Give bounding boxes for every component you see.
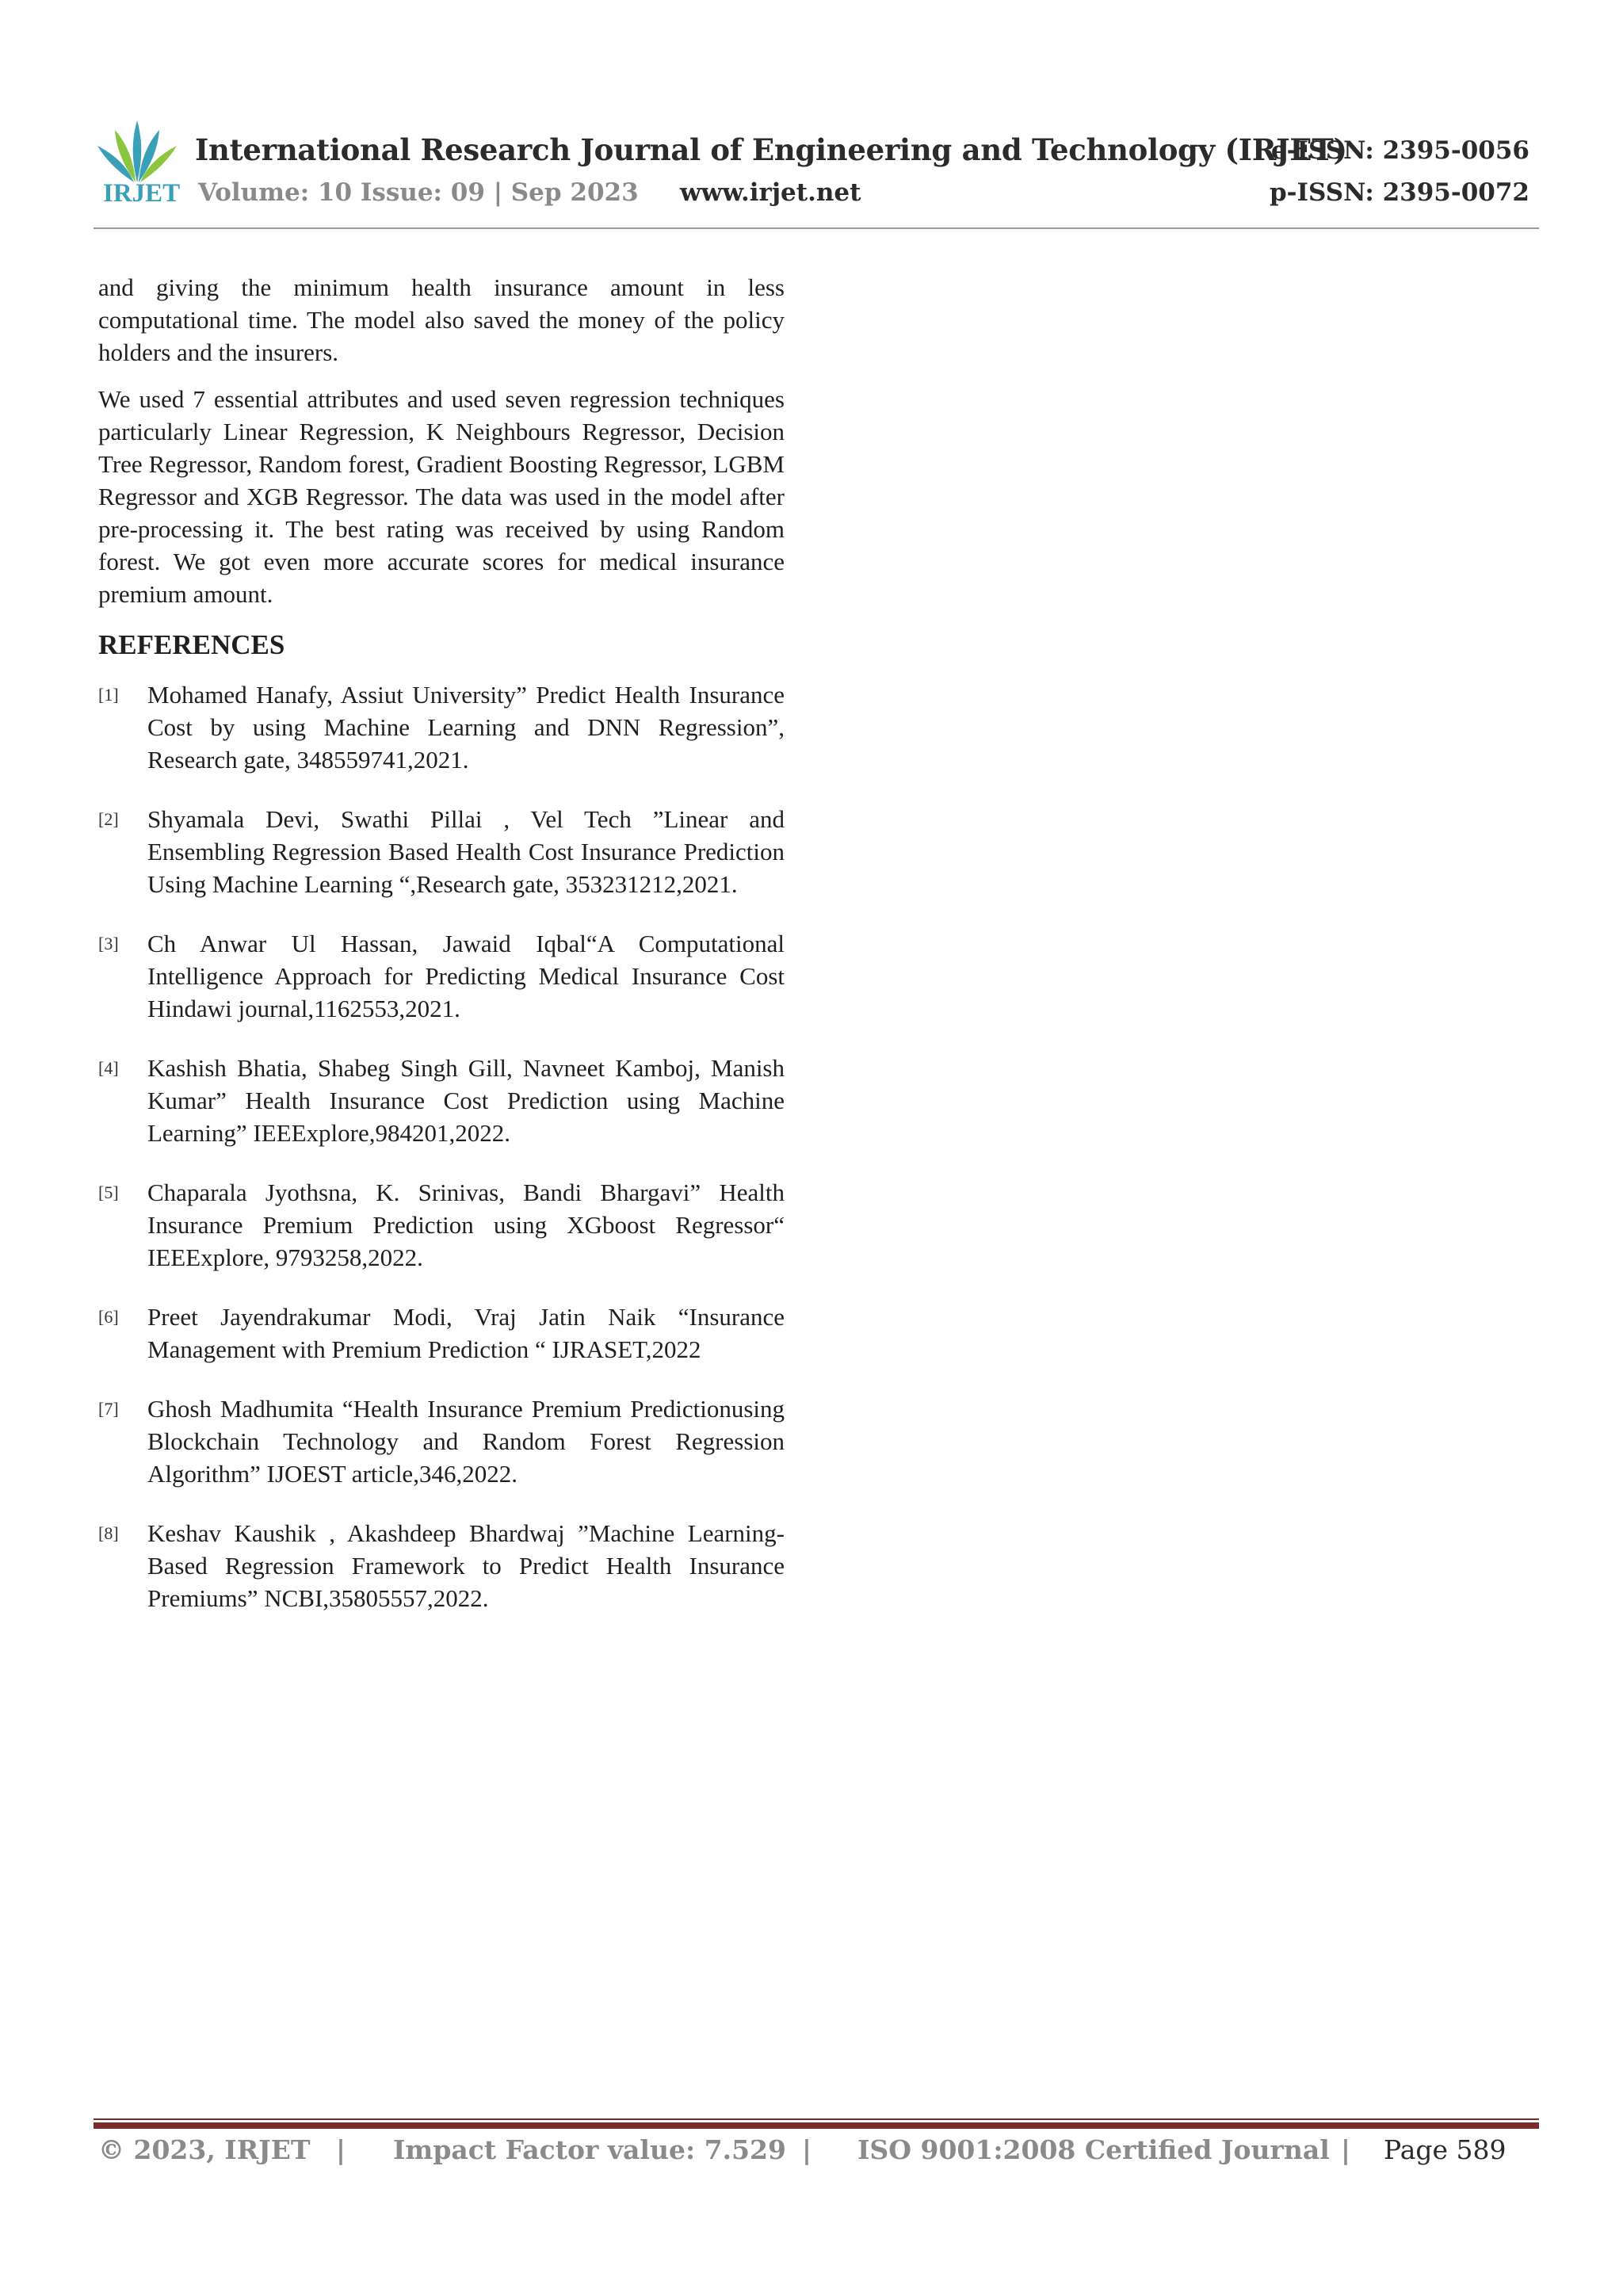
header-divider [94,227,1539,229]
reference-item [98,927,785,1025]
reference-number: [6] [98,1307,119,1327]
reference-text: Mohamed Hanafy, Assiut University” Predict Health Insurance Cost by using Machine Learning and DNN Regression”, Research gate, 348559741,2021. [147,681,785,774]
reference-number: [5] [98,1182,119,1202]
footer-divider-thin [94,2118,1539,2120]
journal-title: International Research Journal of Engineering and Technology (IRJET) [195,132,1347,167]
footer-separator: | [802,2134,812,2165]
footer-iso-certification: ISO 9001:2008 Certified Journal [857,2134,1330,2165]
footer-page-number: Page 589 [1384,2134,1507,2165]
logo-text: IRJET [103,179,181,208]
reference-text: Keshav Kaushik , Akashdeep Bhardwaj ”Machine Learning-Based Regression Framework to Predict Health Insurance Premiums” NCBI,35805557,2022. [147,1519,785,1612]
reference-number: [2] [98,809,119,829]
reference-text: Kashish Bhatia, Shabeg Singh Gill, Navneet Kamboj, Manish Kumar” Health Insurance Cost Prediction using Machine Learning” IEEExplore,984201,2022. [147,1054,785,1147]
reference-text: Ghosh Madhumita “Health Insurance Premium Predictionusing Blockchain Technology and Random Forest Regression Algorithm” IJOEST article,346,2022. [147,1395,785,1488]
reference-text: Chaparala Jyothsna, K. Srinivas, Bandi Bhargavi” Health Insurance Premium Prediction using XGboost Regressor“ IEEExplore, 9793258,2022. [147,1179,785,1271]
reference-item [98,1301,785,1366]
reference-number: [4] [98,1058,119,1078]
reference-item [98,1176,785,1274]
page-footer [98,2134,1525,2172]
pissn: p-ISSN: 2395-0072 [1269,178,1529,207]
conclusion-paragraph-1: and giving the minimum health insurance amount in less computational time. The model also saved the money of the policy holders and the insurers. [98,273,785,366]
reference-number: [3] [98,934,119,953]
reference-item [98,803,785,900]
reference-text: Ch Anwar Ul Hassan, Jawaid Iqbal“A Computational Intelligence Approach for Predicting Medical Insurance Cost Hindawi journal,1162553,2021. [147,930,785,1022]
reference-text: Preet Jayendrakumar Modi, Vraj Jatin Naik “Insurance Management with Premium Prediction “ IJRASET,2022 [147,1303,785,1363]
reference-item [98,1052,785,1149]
eissn: e-ISSN: 2395-0056 [1270,136,1529,165]
reference-number: [8] [98,1523,119,1543]
reference-number: [1] [98,685,119,705]
volume-issue: Volume: 10 Issue: 09 | Sep 2023 [198,178,639,207]
reference-item [98,1517,785,1614]
references-heading: REFERENCES [98,629,285,660]
reference-number: [7] [98,1399,119,1419]
conclusion-paragraph-2: We used 7 essential attributes and used seven regression techniques particularly Linear Regression, K Neighbours Regressor, Decision Tree Regressor, Random forest, Gradient Boosting Regressor, LGBM Regressor and XGB Regressor. The data was used in the model after pre-processing it. The best rating was received by using Random forest. We got even more accurate scores for medical insurance premium amount. [98,385,785,608]
reference-text: Shyamala Devi, Swathi Pillai , Vel Tech ”Linear and Ensembling Regression Based Health Cost Insurance Prediction Using Machine Learning “,Research gate, 353231212,2021. [147,805,785,898]
website-link[interactable]: www.irjet.net [680,178,861,207]
logo-leaves-icon [93,119,181,184]
content-column [98,271,785,1641]
footer-impact-factor: Impact Factor value: 7.529 [393,2134,786,2165]
footer-separator: | [336,2134,346,2165]
footer-divider-thick [94,2122,1539,2129]
reference-item [98,1392,785,1490]
footer-copyright: © 2023, IRJET [98,2134,311,2165]
reference-item [98,678,785,776]
footer-separator: | [1341,2134,1351,2165]
